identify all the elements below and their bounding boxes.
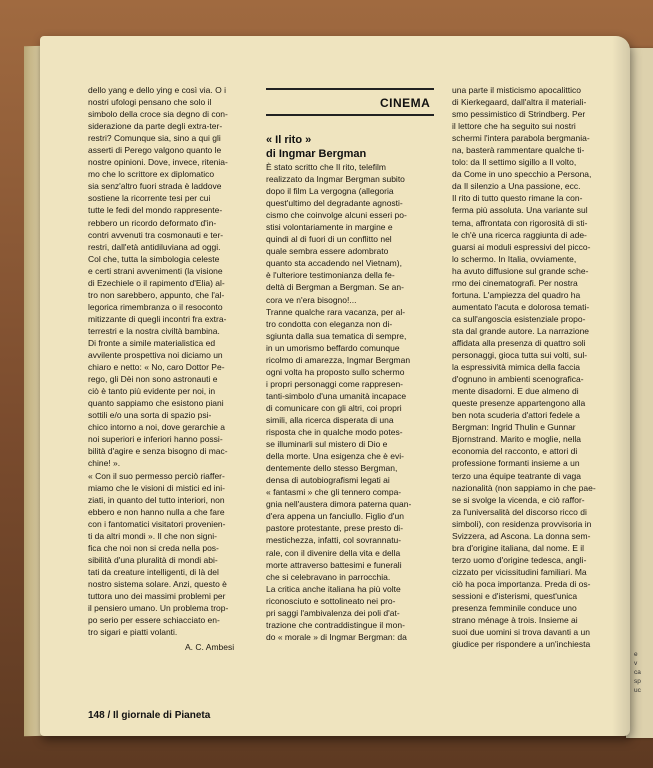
text-line: rebbero un ricordo deformato d'in- xyxy=(88,217,217,228)
text-line: tro non sarebbero, appunto, che l'al- xyxy=(88,289,225,300)
text-line: risposta che in qualche modo potes- xyxy=(266,427,403,438)
text-line: ciò è tanto più evidente per noi, in xyxy=(88,386,216,397)
text-line: restri? Comunque sia, sino a qui gli xyxy=(88,133,221,144)
text-line: nostre opinioni. Dove, invece, riteniа- xyxy=(88,157,228,168)
text-line: fortuna. L'ampiezza del quadro ha xyxy=(452,289,581,300)
text-line: chico intorno a noi, dove gerarchie a xyxy=(88,422,226,433)
text-line: asserti di Perego valgono quanto le xyxy=(88,145,222,156)
text-line: quest'ultimo del degradante agnosti- xyxy=(266,198,403,209)
author-signature: A. C. Ambesi xyxy=(185,642,235,652)
text-line: mente disadorni. E due almeno di xyxy=(452,386,579,397)
text-line: Bergman: Ingrid Thulin e Gunnar xyxy=(452,422,576,433)
text-line: personaggi, gioca tutta sui volti, sul- xyxy=(452,350,588,361)
section-heading: CINEMA xyxy=(380,96,431,110)
text-line: dello yang e dello ying e così via. O i xyxy=(88,85,226,95)
text-line: Il rito di tutto questo rimane la con- xyxy=(452,193,583,204)
text-line: della morte. Una esigenza che è evi- xyxy=(266,451,404,462)
text-line: densa di autobiografismi legati ai xyxy=(266,475,390,486)
text-line: di Kierkegaard, dall'altra il materiali- xyxy=(452,97,587,108)
article-title xyxy=(266,133,366,161)
section-rule-top xyxy=(266,88,434,90)
text-line: Di fronte a simile materialistica ed xyxy=(88,337,216,348)
text-line: legorica rimembranza o il resoconto xyxy=(88,301,223,312)
text-line: una parte il misticismo apocalittico xyxy=(452,85,581,95)
text-line: ti da altri mondi ». Il che non signi- xyxy=(88,530,217,541)
text-line: gnia nell'austera dimora paterna quan- xyxy=(266,499,412,510)
text-line: sia senz'altro fuori strada è laddove xyxy=(88,181,222,192)
text-line: sibilità d'una pluralità di mondi abi- xyxy=(88,554,218,565)
text-line: aumentato l'acuta e dolorosa temati- xyxy=(452,301,590,312)
text-line: avvilente prospettiva noi diciamo un xyxy=(88,350,223,361)
text-line: il lettore che ha seguito sui nostri xyxy=(452,121,576,132)
text-line: strano ménage à trois. Insieme ai xyxy=(452,615,578,626)
text-line: terrestri e la nostra civiltà bambina. xyxy=(88,325,220,336)
text-line: miamo che le visioni di mistici ed ini- xyxy=(88,482,225,493)
margin-fragment: ca xyxy=(634,669,641,676)
text-line: rmo dei cinematografi. Per nostra xyxy=(452,277,578,288)
text-line: ebbero e non hanno nulla a che fare xyxy=(88,506,225,517)
text-line: na, basterà rammentare qualche ti- xyxy=(452,145,585,156)
text-line: chine! ». xyxy=(88,458,121,469)
text-line: noi superiori e inferiori hanno possi- xyxy=(88,434,223,445)
text-line: do « morale » di Ingmar Bergman: da xyxy=(266,631,407,642)
text-line: ciò ha poca importanza. Preda di os- xyxy=(452,578,591,589)
text-line: lo schermo. In Italia, ovviamente, xyxy=(452,253,577,264)
text-line: ricolmo di amarezza, Ingmar Bergman xyxy=(266,354,411,365)
text-line: sessioni e d'isterismi, quest'unica xyxy=(452,590,578,601)
column-right xyxy=(452,84,596,650)
text-line: dopo il film La vergogna (allegoria xyxy=(266,186,394,197)
text-line: le ch'è una ricerca raggiunta di ade- xyxy=(452,229,587,240)
text-line: ogni volta ha proposto sullo schermo xyxy=(266,366,405,377)
text-line: con i fantomatici visitatori provenien- xyxy=(88,518,226,529)
text-line: contri avvenuti tra cosmonauti e ter- xyxy=(88,229,224,240)
text-line: presenza femminile conduce uno xyxy=(452,603,577,614)
column-left xyxy=(88,84,228,638)
text-line: morte attraverso battesimi e funerali xyxy=(266,559,402,570)
text-line: tro sigari e piatti volanti. xyxy=(88,627,178,638)
text-line: e certi strani avvenimenti (la visione xyxy=(88,265,223,276)
text-line: economia del racconto, e attori di xyxy=(452,446,578,457)
text-line: da Il silenzio a Una passione, ecc. xyxy=(452,181,581,192)
margin-fragment: sp xyxy=(634,678,641,685)
text-line: « Con il suo permesso perciò riaffer- xyxy=(88,470,225,481)
text-line: suoi due uomini si trova davanti a un xyxy=(452,627,590,638)
column-middle xyxy=(266,161,411,643)
text-line: quanto sappiamo che esistono piani xyxy=(88,398,224,409)
text-line: restri, dall'età antidiluviana ad oggi. xyxy=(88,241,221,252)
text-line: quindi al di fuori di un conflitto nel xyxy=(266,234,392,245)
text-line: è l'ulteriore testimonianza della fe- xyxy=(266,270,395,281)
text-line: Tranne qualche rara vacanza, per al- xyxy=(266,306,406,317)
text-line: simbolo della croce sia degno di con- xyxy=(88,109,228,120)
text-line: dentemente dello stesso Bergman, xyxy=(266,463,398,474)
text-line: guarsi ai moduli espressivi del picco- xyxy=(452,241,591,252)
text-line: queste presenze appartengono alla xyxy=(452,398,586,409)
text-line: La critica anche italiana ha più volte xyxy=(266,583,401,594)
text-line: schermi l'intera parabola bergmania- xyxy=(452,133,590,144)
text-line: giudice per rispondere a un'inchiesta xyxy=(452,639,591,650)
text-line: terzo uomo d'origine tedesca, angli- xyxy=(452,554,587,565)
text-line: cora ve n'era bisogno!... xyxy=(266,294,357,305)
text-line: rego, gli Dèi non sono astronauti e xyxy=(88,374,218,385)
text-line: chiaro e netto: « No, caro Dottor Pe- xyxy=(88,362,225,373)
text-line: ben nota scuderia d'attori fedele a xyxy=(452,410,580,421)
text-line: riconosciuto e sottolineato nei pro- xyxy=(266,595,396,606)
margin-fragment: v xyxy=(634,660,638,667)
text-line: la espressività mimica della faccia xyxy=(452,362,581,373)
text-line: trazione che contraddistingue il mon- xyxy=(266,619,405,630)
text-line: d'era appena un fanciullo. Figlio d'un xyxy=(266,511,404,522)
text-line: se illuminarli sul mistero di Dio e xyxy=(266,439,388,450)
text-line: za l'universalità del discorso ricco di xyxy=(452,506,587,517)
text-line: tro condotta con eleganza non di- xyxy=(266,318,393,329)
text-line: di Ezechiele o il rapimento d'Elia) al- xyxy=(88,277,225,288)
text-line: rale, con il divenire della vita e della xyxy=(266,547,401,558)
text-line: ziati, in quanto del tutto interiori, non xyxy=(88,494,225,505)
text-line: Bjornstrand. Marito e moglie, nella xyxy=(452,434,581,445)
text-line: « fantasmi » che gli tennero compa- xyxy=(266,487,402,498)
text-line: che si celebravano in parrocchia. xyxy=(266,571,391,582)
text-line: di comunicare con gli altri, coi propri xyxy=(266,402,402,413)
text-line: tolo: da Il settimo sigillo a Il volto, xyxy=(452,157,577,168)
text-line: mo che lo scrittore ex diplomatico xyxy=(88,169,215,180)
text-line: cismo che coinvolge alcuni esseri po- xyxy=(266,210,407,221)
text-line: tema, affrontata con rigorosità di sti- xyxy=(452,217,588,228)
text-line: bilità d'agire e senza bisogno di mac- xyxy=(88,446,228,457)
text-line: sostiene la ricorrente tesi per cui xyxy=(88,193,211,204)
text-line: professione formanti insieme a un xyxy=(452,458,580,469)
text-line: d'ognuno in ambienti scenografica- xyxy=(452,374,584,385)
text-line: affidata alla presenza di quattro soli xyxy=(452,337,586,348)
text-line: quale sembra essere adombrato xyxy=(266,246,389,257)
margin-fragment: e xyxy=(634,651,638,658)
text-line: se si svolge la vicenda, e ciò raffor- xyxy=(452,494,585,505)
text-line: nazionalità (non sappiamo in che pae- xyxy=(452,482,596,493)
magazine-page xyxy=(40,36,630,736)
text-line: quanto sta accadendo nel Vietnam), xyxy=(266,258,402,269)
section-rule-bottom xyxy=(266,114,434,116)
text-line: È stato scritto che Il rito, telefilm xyxy=(266,162,386,172)
facing-page-edge xyxy=(626,48,653,738)
text-line: mestichezza, infatti, col sovrannatu- xyxy=(266,535,402,546)
text-line: deltà di Bergman a Bergman. Se an- xyxy=(266,282,404,293)
text-line: simboli), con residenza provvisoria in xyxy=(452,518,592,529)
facing-page-text xyxy=(634,650,653,695)
text-line: nostro sistema solare. Anzi, questo è xyxy=(88,578,227,589)
margin-fragment: uc xyxy=(634,687,641,694)
text-line: sottili e/o una sorta di spazio psi- xyxy=(88,410,212,421)
text-line: ca sull'angoscia esistenziale propo- xyxy=(452,313,586,324)
text-line: ferma più assoluta. Una variante sul xyxy=(452,205,588,216)
text-line: ha avuto diffusione sul grande sche- xyxy=(452,265,589,276)
text-line: il pensiero umano. Un problema trop- xyxy=(88,603,229,614)
text-line: da Come in uno specchio a Persona, xyxy=(452,169,592,180)
text-line: tutte le fedi del mondo rappresente- xyxy=(88,205,223,216)
page-footer: 148 / Il giornale di Pianeta xyxy=(88,710,211,721)
text-line: smo pessimistico di Strindberg. Per xyxy=(452,109,586,120)
text-line: tuttora uno dei massimi problemi per xyxy=(88,590,226,601)
text-line: realizzato da Ingmar Bergman subito xyxy=(266,174,405,185)
text-line: pastore protestante, prese presto di- xyxy=(266,523,404,534)
article-title-line2: di Ingmar Bergman xyxy=(266,148,367,160)
article-title-line1: « Il rito » xyxy=(266,134,312,146)
text-line: Col che, tutta la simbologia celeste xyxy=(88,253,220,264)
text-line: simili, alla ricerca disperata di una xyxy=(266,414,394,425)
text-line: pri saggi l'ambivalenza dei poli d'at- xyxy=(266,607,400,618)
text-line: Svizzera, ad Ascona. La donna sem- xyxy=(452,530,591,541)
text-line: mitizzante di quegli incontri fra extra- xyxy=(88,313,227,324)
text-line: fica che noi non si creda nella pos- xyxy=(88,542,219,553)
text-line: bra d'origine italiana, dal nome. E il xyxy=(452,542,585,553)
text-line: terzo una équipe teatrante di vaga xyxy=(452,470,582,481)
text-line: nostri ufologi pensano che solo il xyxy=(88,97,212,108)
text-line: sgiunta dalla sua tematica di sempre, xyxy=(266,330,407,341)
text-line: i propri personaggi come rappresen- xyxy=(266,378,404,389)
text-line: po serio per essere schiacciato en- xyxy=(88,615,220,626)
text-line: tati da creature intelligenti, di là del xyxy=(88,566,219,577)
text-line: siderazione da parte degli extra-ter- xyxy=(88,121,223,132)
text-line: sta dal grande autore. La narrazione xyxy=(452,325,590,336)
text-line: stisi volontariamente in margine e xyxy=(266,222,393,233)
text-line: cizzato per vicissitudini familiari. Ma xyxy=(452,566,587,577)
text-line: in un umorismo beffardo comunque xyxy=(266,342,400,353)
text-line: tanti-simbolo d'una umanità incapace xyxy=(266,390,407,401)
